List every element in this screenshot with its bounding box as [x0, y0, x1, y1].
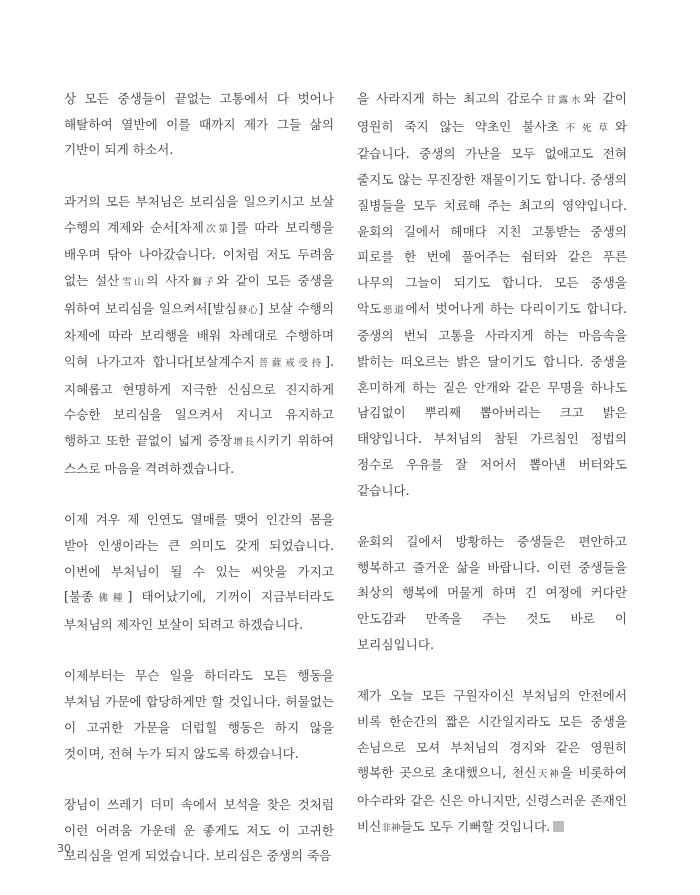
left-text-column	[64, 86, 334, 895]
paragraph: 이제 겨우 제 인연도 열매를 맺어 인간의 몸을 받아 인생이라는 큰 의미도 갖게 되었습니다. 이번에 부처님이 될 수 있는 씨앗을 가지고[불종佛種] 태어났기에, 기꺼이 지금부터라도 부처님의 제자인 보살이 되려고 하겠습니다.	[64, 512, 334, 633]
paragraph	[357, 683, 627, 841]
page-number: 30	[57, 842, 71, 855]
paragraph: 과거의 모든 부처님은 보리심을 일으키시고 보살 수행의 계제와 순서[차제次第]를 따라 보리행을 배우며 닦아 나아갔습니다. 이처럼 저도 두려움 없는 설산雪山의 사자獅子와 같이 모든 중생을 위하여 보리심을 일으켜서[발심發心] 보살 수행의 차제에 따라 보리행을 배워 차례대로 수행하며 익혀 나가고자 합니다[보살계수지菩薩戒受持]. 지혜롭고 현명하게 지극한 신심으로 진지하게 수승한 보리심을 일으켜서 지니고 유지하고 행하고 또한 끝없이 넓게 증장增長시키기 위하여 스스로 마음을 격려하겠습니다.	[64, 193, 334, 476]
paragraph: 이제부터는 무슨 일을 하더라도 모든 행동을 부처님 가문에 합당하게만 할 것입니다. 허물없는 이 고귀한 가문을 더럽힐 행동은 하지 않을 것이며, 전혀 누가 되지 않도록 하겠습니다.	[64, 668, 334, 761]
paragraph: 윤회의 길에서 방황하는 중생들은 편안하고 행복하고 즐거운 삶을 바랍니다. 이런 중생들을 최상의 행복에 머물게 하며 긴 여정에 커다란 안도감과 만족을 주는 것도 바로 이 보리심입니다.	[357, 533, 627, 652]
paragraph: 상 모든 중생들이 끝없는 고통에서 다 벗어나 해탈하여 열반에 이를 때까지 제가 그들 삶의 기반이 되게 하소서.	[64, 91, 334, 158]
end-mark-icon	[553, 821, 564, 832]
paragraph: 장님이 쓰레기 더미 속에서 보석을 찾은 것처럼 이런 어려움 가운데 운 좋게도 저도 이 고귀한 보리심을 얻게 되었습니다. 보리심은 중생의 죽음	[64, 796, 334, 864]
paragraph-text: 제가 오늘 모든 구원자이신 부처님의 안전에서 비록 한순간의 짧은 시간일지라도 모든 중생을 손님으로 모셔 부처님의 경지와 같은 영원히 행복한 곳으로 초대했으니, 천신天神을 비롯하여 아수라와 같은 신은 아니지만, 신령스러운 존재인 비신非神들도 모두 기뻐할 것입니다.	[357, 688, 627, 834]
right-text-column	[357, 86, 627, 867]
paragraph: 을 사라지게 하는 최고의 감로수甘露水와 같이 영원히 죽지 않는 약초인 불사초不死草와 같습니다. 중생의 가난을 모두 없애고도 전혀 줄지도 않는 무진장한 재물이기도 합니다. 중생의 질병들을 모두 치료해 주는 최고의 영약입니다. 윤회의 길에서 헤매다 지친 고통받는 중생의 피로를 한 번에 풀어주는 쉼터와 같은 푸른 나무의 그늘이 되기도 합니다. 모든 중생을 악도惡道에서 벗어나게 하는 다리이기도 합니다. 중생의 번뇌 고통을 사라지게 하는 마음속을 밝히는 떠오르는 밝은 달이기도 합니다. 중생을 혼미하게 하는 짙은 안개와 같은 무명을 하나도 남김없이 뿌리째 뽑아버리는 크고 밝은 태양입니다. 부처님의 참된 가르침인 정법의 정수로 우유를 잘 저어서 뽑아낸 버터와도 같습니다.	[357, 91, 627, 498]
